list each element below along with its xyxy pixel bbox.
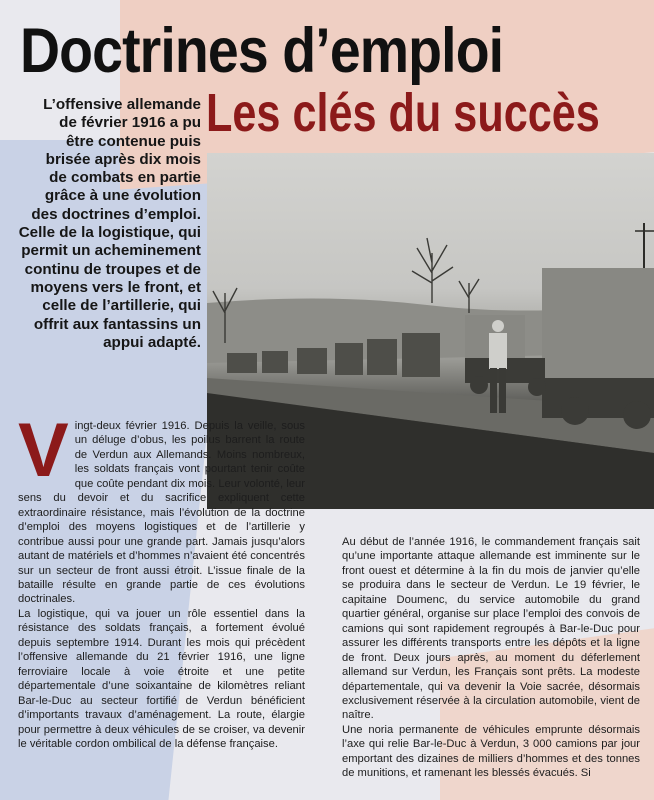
body-paragraph: La logistique, qui va jouer un rôle essentiel dans la résistance des soldats français, a fortement évolué depuis septembre 1914. Durant les mois qui précèdent l’offensive allemande du 21 février 1916, une ligne ferroviaire locale à voie étroite et une petite départementale d’une soixantaine de kilomètres reliant Bar-le-Duc au secteur fortifié de Verdun bénéficient d’importants travaux d’aménagement. La route, élargie pour permettre à deux véhicules de se croiser, va devenir le véritable cordon ombilical de la défense française.: [18, 607, 305, 750]
lead-line: celle de l’artillerie, qui: [42, 297, 201, 315]
body-paragraph: Une noria permanente de véhicules emprunte désormais l’axe qui relie Bar-le-Duc à Verdun, 3 000 camions par jour emportant des dizaines de milliers d’hommes et des tonnes de munitions, et ramenant les blessés évacués. Si: [342, 723, 640, 780]
page-subtitle: Les clés du succès: [206, 83, 600, 143]
lead-line: Celle de la logistique, qui: [18, 224, 201, 242]
lead-line: brisée après dix mois: [45, 150, 201, 168]
page-title: Doctrines d’emploi: [20, 16, 504, 86]
lead-line: de février 1916 a pu: [59, 114, 201, 132]
lead-line: permit un acheminement: [21, 242, 201, 260]
lead-paragraph: [16, 96, 201, 352]
lead-line: continu de troupes et de: [24, 260, 201, 278]
body-column-right: [342, 535, 640, 781]
lead-line: offrit aux fantassins un: [33, 315, 201, 333]
body-column-left: [18, 408, 305, 751]
lead-line: L’offensive allemande: [43, 96, 201, 113]
lead-line: appui adapté.: [103, 333, 201, 351]
lead-line: grâce à une évolution: [44, 187, 201, 205]
body-paragraph: ingt-deux février 1916. Depuis la veille, sous un déluge d’obus, les poilus barrent la route de Verdun aux Allemands. Moins nombreux, les soldats français vont pourtant tenir coûte que coûte pendant dix mois. Leur volonté, leur sens du devoir et du sacrifice expliquent cette extraordinaire résistance, mais l’évolution de la doctrine d’emploi des moyens logistiques et de l’artillerie y contribue aussi pour une grande part. Jamais jusqu’alors autant de matériels et d’hommes n’avaient été concentrés sur un secteur de front aussi étroit. L’issue finale de la bataille résulte en grande partie de ces évolutions doctrinales.: [18, 420, 305, 606]
lead-line: des doctrines d’emploi.: [31, 205, 201, 223]
lead-line: moyens vers le front, et: [30, 278, 201, 296]
body-paragraph: Au début de l’année 1916, le commandement français sait qu’une importante attaque allemande est imminente sur le front ouest et détermine à la fin du mois de janvier qu’elle se produira dans le secteur de Verdun. Le 19 février, le capitaine Doumenc, du service automobile du grand quartier général, organise sur place l’emploi des convois de camions qui sont rapidement regroupés à Bar-le-Duc pour assurer les différents transports entre les dépôts et la ligne de front. Deux jours après, au moment du déferlement allemand sur Verdun, les Français sont prêts. La modeste départementale, qui va devenir la Voie sacrée, désormais exclusivement réservée à la circulation automobile, vient de naître.: [342, 536, 640, 722]
drop-cap: V: [18, 408, 69, 493]
lead-line: être contenue puis: [65, 132, 201, 150]
lead-line: de combats en partie: [49, 169, 201, 187]
